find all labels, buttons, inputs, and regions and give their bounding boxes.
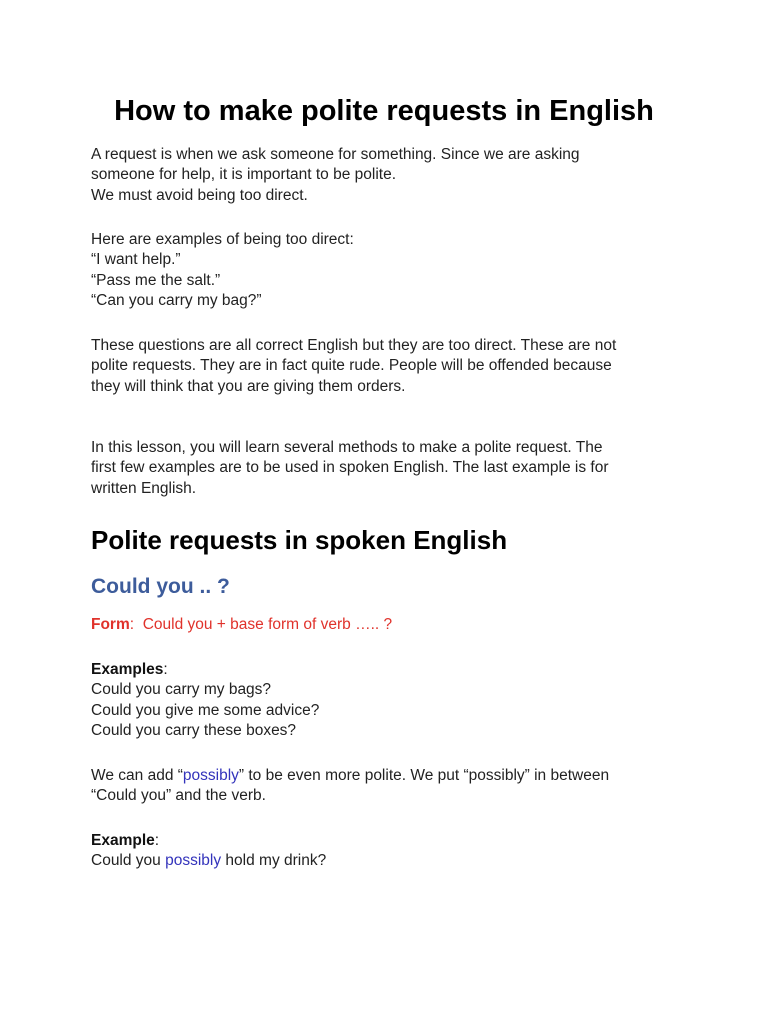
form-label: Form [91,616,130,633]
example-text-pre: Could you [91,852,166,870]
direct-example: “Can you carry my bag?” [91,292,262,310]
examples-label: Examples [91,661,164,678]
example-block [91,831,691,872]
explain-line: they will think that you are giving them orders. [91,377,406,395]
explain-line: polite requests. They are in fact quite rude. People will be offended because [91,357,612,375]
example-highlight: possibly [165,852,222,870]
examples-separator: : [163,661,168,678]
intro-line: someone for help, it is important to be polite. [91,166,396,184]
possibly-paragraph [91,766,691,807]
example-sentence: Could you carry my bags? [91,681,272,699]
lesson-paragraph [91,438,691,499]
direct-example: “I want help.” [91,251,181,269]
lesson-line: written English. [91,479,197,497]
intro-paragraph [91,145,691,206]
example-label: Example [91,832,155,849]
possibly-text-post: ” to be even more polite. We put “possibly” in between [238,767,610,784]
explain-line: These questions are all correct English but they are too direct. These are not [91,337,617,354]
possibly-text-pre: We can add “ [91,767,183,784]
form-separator: : [129,616,135,633]
lesson-line: In this lesson, you will learn several methods to make a polite request. The [91,439,603,456]
example-sentence: Could you carry these boxes? [91,722,297,740]
subsection-heading: Could you .. ? [91,575,230,598]
intro-line: We must avoid being too direct. [91,186,308,204]
section-heading: Polite requests in spoken English [91,525,508,555]
example-text-post: hold my drink? [221,852,327,870]
lesson-line: first few examples are to be used in spoken English. The last example is for [91,459,609,477]
form-line [91,615,691,635]
direct-example: “Pass me the salt.” [91,271,221,289]
intro-line: A request is when we ask someone for something. Since we are asking [91,146,580,163]
example-separator: : [154,832,160,849]
form-formula: Could you + base form of verb ….. ? [142,616,393,633]
example-sentence: Could you give me some advice? [91,701,320,719]
direct-lead: Here are examples of being too direct: [91,231,354,248]
direct-examples-paragraph [91,230,691,312]
possibly-highlight: possibly [182,767,239,784]
examples-block [91,660,691,742]
explain-paragraph [91,336,691,397]
document-title: How to make polite requests in English [114,95,654,127]
possibly-line2: “Could you” and the verb. [91,787,266,805]
